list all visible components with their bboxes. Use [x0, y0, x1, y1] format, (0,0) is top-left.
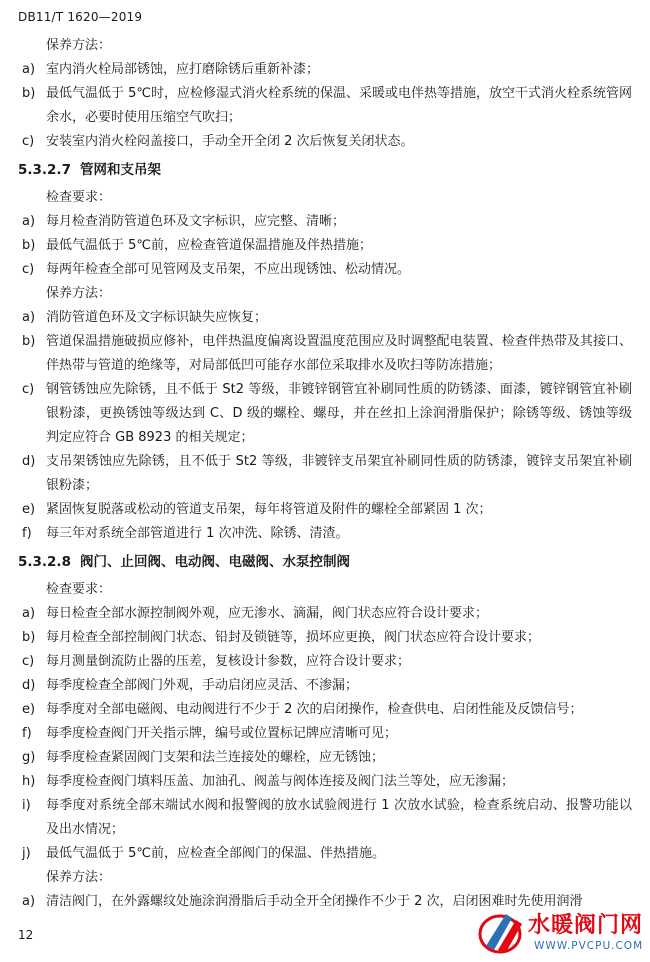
list-item-label: b)	[22, 238, 36, 253]
list-item-label: a)	[22, 894, 36, 909]
list-item-text: 每季度对全部电磁阀、电动阀进行不少于 2 次的启闭操作，检查供电、启闭性能及反馈信号；	[46, 702, 583, 717]
list-item	[18, 770, 632, 794]
list-item	[18, 450, 632, 498]
list-item	[18, 258, 632, 282]
list-item-text: 钢管锈蚀应先除锈，且不低于 St2 等级，非镀锌钢管宜补刷同性质的防锈漆、面漆，镀锌钢管宜补刷银粉漆，更换锈蚀等级达到 C、D 级的螺栓、螺母，并在丝扣上涂润滑脂保护；除锈等级、锈蚀等级判定应符合 GB 8923 的相关规定；	[46, 382, 632, 445]
section-heading	[18, 158, 632, 182]
list-item-label: c)	[22, 654, 35, 669]
list-item-label: b)	[22, 86, 36, 101]
list-item-label: e)	[22, 502, 36, 517]
list-item-label: c)	[22, 262, 35, 277]
watermark-logo	[476, 906, 648, 962]
list-item	[18, 650, 632, 674]
list-item	[18, 722, 632, 746]
block-title: 保养方法：	[46, 286, 112, 301]
list-item-label: a)	[22, 62, 36, 77]
list-item	[18, 794, 632, 842]
list-item-text: 每月检查全部控制阀门状态、铅封及锁链等，损坏应更换，阀门状态应符合设计要求；	[46, 630, 541, 645]
list-item-text: 每月检查消防管道色环及文字标识，应完整、清晰；	[46, 214, 346, 229]
list-item-label: a)	[22, 214, 36, 229]
standard-code: DB11/T 1620—2019	[18, 10, 143, 24]
list-item	[18, 498, 632, 522]
watermark-brand: 水暖阀门网	[528, 913, 644, 938]
list-item-text: 最低气温低于 5℃前，应检查管道保温措施及伴热措施；	[46, 238, 373, 253]
logo-mark-icon	[476, 906, 528, 958]
list-item-text: 每三年对系统全部管道进行 1 次冲洗、除锈、清渣。	[46, 526, 349, 541]
list-item-text: 每季度检查阀门开关指示牌，编号或位置标记牌应清晰可见；	[46, 726, 398, 741]
list-item-label: i)	[22, 798, 31, 813]
list-item-text: 安装室内消火栓闷盖接口，手动全开全闭 2 次后恢复关闭状态。	[46, 134, 414, 149]
list-item	[18, 842, 632, 866]
list-item-text: 清洁阀门，在外露螺纹处施涂润滑脂后手动全开全闭操作不少于 2 次，启闭困难时先使用润滑	[46, 894, 583, 909]
list-item-label: c)	[22, 382, 35, 397]
list-item	[18, 130, 632, 154]
list-item-label: a)	[22, 310, 36, 325]
list-item-label: j)	[22, 846, 31, 861]
list-item	[18, 674, 632, 698]
watermark-site: WWW.PVCPU.COM	[534, 940, 644, 952]
list-item-label: d)	[22, 678, 36, 693]
list-item-label: a)	[22, 606, 36, 621]
list-item-text: 管道保温措施破损应修补，电伴热温度偏离设置温度范围应及时调整配电装置、检查伴热带及其接口、伴热带与管道的绝缘等，对局部低凹可能存水部位采取排水及吹扫等防冻措施；	[46, 334, 632, 373]
list-item	[18, 746, 632, 770]
list-item	[18, 626, 632, 650]
section-heading	[18, 550, 632, 574]
section-title: 管网和支吊架	[80, 162, 161, 178]
list-item-text: 每季度对系统全部末端试水阀和报警阀的放水试验阀进行 1 次放水试验，检查系统启动、报警功能以及出水情况；	[46, 798, 632, 837]
list-item-text: 最低气温低于 5℃时，应检修湿式消火栓系统的保温、采暖或电伴热等措施，放空干式消火栓系统管网余水，必要时使用压缩空气吹扫；	[46, 86, 633, 125]
list-item-text: 支吊架锈蚀应先除锈，且不低于 St2 等级，非镀锌支吊架宜补刷同性质的防锈漆，镀锌支吊架宜补刷银粉漆；	[46, 454, 632, 493]
list-item	[18, 82, 632, 130]
section-number: 5.3.2.8	[18, 554, 71, 570]
list-item-text: 每季度检查阀门填料压盖、加油孔、阀盖与阀体连接及阀门法兰等处，应无渗漏；	[46, 774, 515, 789]
list-item-label: c)	[22, 134, 35, 149]
list-item	[18, 210, 632, 234]
list-item-label: d)	[22, 454, 36, 469]
page-number: 12	[18, 928, 34, 942]
list-item	[18, 306, 632, 330]
list-item	[18, 330, 632, 378]
list-item	[18, 378, 632, 450]
list-item-label: e)	[22, 702, 36, 717]
list-item-text: 紧固恢复脱落或松动的管道支吊架，每年将管道及附件的螺栓全部紧固 1 次；	[46, 502, 492, 517]
document-body	[18, 34, 632, 914]
list-item-label: b)	[22, 630, 36, 645]
list-item	[18, 234, 632, 258]
list-item-label: b)	[22, 334, 36, 349]
list-item-text: 室内消火栓局部锈蚀，应打磨除锈后重新补漆；	[46, 62, 320, 77]
list-item	[18, 602, 632, 626]
list-item-text: 消防管道色环及文字标识缺失应恢复；	[46, 310, 268, 325]
block-title: 检查要求：	[46, 582, 112, 597]
block-title: 保养方法：	[46, 870, 112, 885]
list-item-text: 每日检查全部水源控制阀外观，应无渗水、滴漏，阀门状态应符合设计要求；	[46, 606, 489, 621]
list-item-text: 每季度检查紧固阀门支架和法兰连接处的螺栓，应无锈蚀；	[46, 750, 385, 765]
list-item-label: h)	[22, 774, 36, 789]
list-item	[18, 522, 632, 546]
list-item-label: f)	[22, 526, 32, 541]
section-number: 5.3.2.7	[18, 162, 71, 178]
list-item-text: 每两年检查全部可见管网及支吊架，不应出现锈蚀、松动情况。	[46, 262, 411, 277]
list-item-label: f)	[22, 726, 32, 741]
block-title: 保养方法：	[46, 38, 112, 53]
section-title: 阀门、止回阀、电动阀、电磁阀、水泵控制阀	[80, 554, 350, 570]
list-item-text: 每月测量倒流防止器的压差，复核设计参数，应符合设计要求；	[46, 654, 411, 669]
list-item	[18, 698, 632, 722]
list-item-label: g)	[22, 750, 36, 765]
list-item	[18, 58, 632, 82]
list-item-text: 每季度检查全部阀门外观，手动启闭应灵活、不渗漏；	[46, 678, 359, 693]
block-title: 检查要求：	[46, 190, 112, 205]
list-item-text: 最低气温低于 5℃前，应检查全部阀门的保温、伴热措施。	[46, 846, 386, 861]
